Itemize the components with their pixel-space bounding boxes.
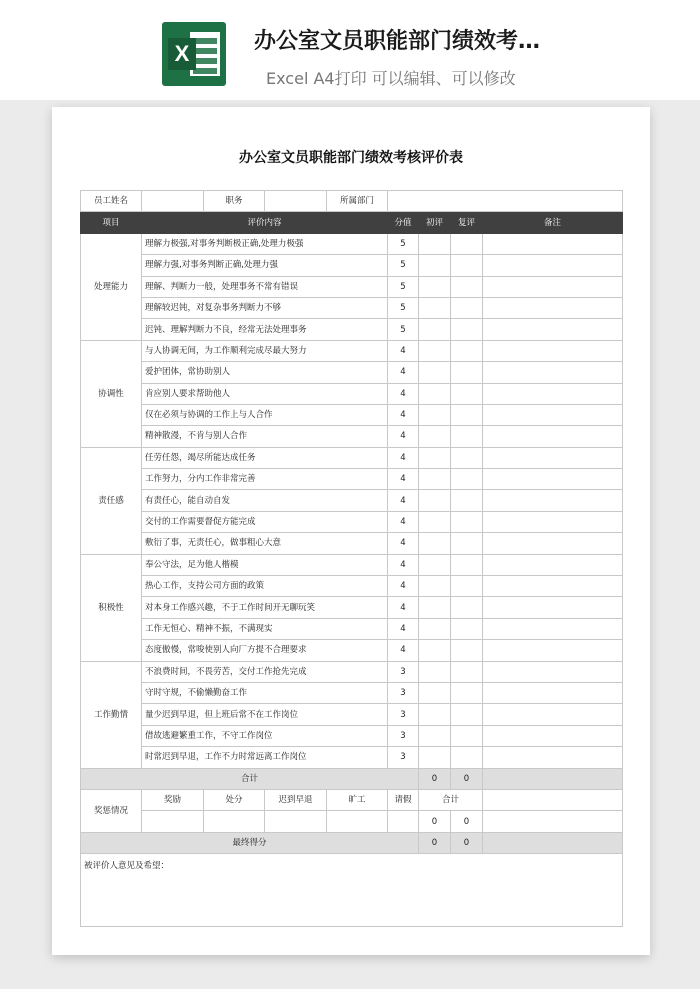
second-score-cell[interactable] [451,640,483,661]
document-page [52,107,650,955]
criteria-text: 守时守规，不偷懒勤奋工作 [142,682,388,703]
first-score-cell[interactable] [419,469,451,490]
header-row [81,212,623,233]
score-value: 5 [388,319,419,340]
score-value: 4 [388,490,419,511]
remark-cell[interactable] [483,725,623,746]
score-value: 5 [388,297,419,318]
rewards-column-label: 迟到早退 [265,789,327,810]
category-label: 工作勤情 [81,661,142,768]
final-score-label: 最终得分 [81,832,419,853]
criteria-text: 交付的工作需要督促方能完成 [142,511,388,532]
score-value: 4 [388,576,419,597]
remark-cell[interactable] [483,597,623,618]
criteria-text: 热心工作，支持公司方面的政策 [142,576,388,597]
first-score-cell[interactable] [419,447,451,468]
rewards-value-remark [483,811,623,832]
second-score-cell[interactable] [451,404,483,425]
remark-cell[interactable] [483,362,623,383]
second-score-cell[interactable] [451,682,483,703]
rewards-value-row [81,811,623,832]
criteria-row [81,747,623,768]
banner-title: 办公室文员职能部门绩效考… [254,29,541,54]
remark-cell[interactable] [483,255,623,276]
criteria-row [81,661,623,682]
final-score-row [81,832,623,853]
criteria-text: 借故逃避繁重工作，不守工作岗位 [142,725,388,746]
first-score-cell[interactable] [419,340,451,361]
criteria-text: 理解力极强,对事务判断极正确,处理力极强 [142,233,388,254]
first-score-cell[interactable] [419,533,451,554]
score-value: 5 [388,276,419,297]
name-label: 员工姓名 [81,191,142,212]
rewards-column-label: 奖励 [142,789,204,810]
criteria-text: 敷衍了事，无责任心，做事粗心大意 [142,533,388,554]
criteria-text: 与人协调无间，为工作顺利完成尽最大努力 [142,340,388,361]
first-score-cell[interactable] [419,554,451,575]
second-score-cell[interactable] [451,276,483,297]
criteria-text: 迟钝、理解判断力不良，经常无法处理事务 [142,319,388,340]
score-value: 4 [388,404,419,425]
second-score-cell[interactable] [451,319,483,340]
rewards-value-cell[interactable] [265,811,327,832]
final-remark [483,832,623,853]
criteria-row [81,233,623,254]
first-score-cell[interactable] [419,640,451,661]
subtotal-second: 0 [451,768,483,789]
remark-cell[interactable] [483,319,623,340]
excel-x-letter: X [168,38,196,70]
remark-cell[interactable] [483,340,623,361]
header-content: 评价内容 [142,212,388,233]
first-score-cell[interactable] [419,383,451,404]
criteria-text: 对本身工作感兴趣，不于工作时间开无聊玩笑 [142,597,388,618]
final-second: 0 [451,832,483,853]
score-value: 4 [388,618,419,639]
criteria-row [81,297,623,318]
subtotal-first: 0 [419,768,451,789]
first-score-cell[interactable] [419,255,451,276]
criteria-text: 时常迟到早退，工作不力时常远离工作岗位 [142,747,388,768]
second-score-cell[interactable] [451,597,483,618]
second-score-cell[interactable] [451,469,483,490]
remark-cell[interactable] [483,276,623,297]
rewards-value-cell[interactable] [204,811,265,832]
second-score-cell[interactable] [451,661,483,682]
dept-label: 所属部门 [327,191,388,212]
header-remark: 备注 [483,212,623,233]
remark-cell[interactable] [483,447,623,468]
first-score-cell[interactable] [419,725,451,746]
remark-cell[interactable] [483,747,623,768]
score-value: 4 [388,533,419,554]
rewards-total-second: 0 [451,811,483,832]
remark-cell[interactable] [483,426,623,447]
first-score-cell[interactable] [419,576,451,597]
banner-subtitle: Excel A4打印 可以编辑、可以修改 [266,69,516,88]
criteria-row [81,404,623,425]
top-banner [0,0,700,100]
second-score-cell[interactable] [451,533,483,554]
first-score-cell[interactable] [419,704,451,725]
remark-cell[interactable] [483,661,623,682]
score-value: 4 [388,469,419,490]
score-value: 3 [388,661,419,682]
category-label: 协调性 [81,340,142,447]
score-value: 4 [388,597,419,618]
criteria-text: 理解力强,对事务判断正确,处理力强 [142,255,388,276]
criteria-row [81,576,623,597]
remark-cell[interactable] [483,533,623,554]
score-value: 3 [388,704,419,725]
remark-cell[interactable] [483,618,623,639]
second-score-cell[interactable] [451,554,483,575]
first-score-cell[interactable] [419,297,451,318]
second-score-cell[interactable] [451,340,483,361]
first-score-cell[interactable] [419,404,451,425]
score-value: 5 [388,233,419,254]
score-value: 3 [388,725,419,746]
comment-field[interactable]: 被评价人意见及希望： [81,854,623,927]
final-first: 0 [419,832,451,853]
remark-cell[interactable] [483,469,623,490]
first-score-cell[interactable] [419,426,451,447]
score-value: 4 [388,447,419,468]
score-value: 4 [388,340,419,361]
criteria-text: 工作无恒心、精神不振，不满现实 [142,618,388,639]
remark-cell[interactable] [483,554,623,575]
rewards-remark [483,789,623,810]
criteria-row [81,362,623,383]
remark-cell[interactable] [483,383,623,404]
evaluation-table [80,190,623,927]
first-score-cell[interactable] [419,362,451,383]
first-score-cell[interactable] [419,682,451,703]
header-score: 分值 [388,212,419,233]
first-score-cell[interactable] [419,276,451,297]
second-score-cell[interactable] [451,447,483,468]
criteria-text: 工作努力，分内工作非常完善 [142,469,388,490]
second-score-cell[interactable] [451,511,483,532]
score-value: 4 [388,511,419,532]
second-score-cell[interactable] [451,576,483,597]
subtotal-label: 合计 [81,768,419,789]
first-score-cell[interactable] [419,747,451,768]
criteria-text: 不浪费时间，不畏劳苦，交付工作抢先完成 [142,661,388,682]
remark-cell[interactable] [483,490,623,511]
criteria-row [81,618,623,639]
second-score-cell[interactable] [451,297,483,318]
first-score-cell[interactable] [419,618,451,639]
second-score-cell[interactable] [451,704,483,725]
score-value: 4 [388,362,419,383]
comment-row [81,854,623,927]
second-score-cell[interactable] [451,725,483,746]
second-score-cell[interactable] [451,383,483,404]
subtotal-row [81,768,623,789]
first-score-cell[interactable] [419,233,451,254]
criteria-row [81,447,623,468]
criteria-row [81,276,623,297]
document-title: 办公室文员职能部门绩效考核评价表 [239,150,463,166]
criteria-text: 量少迟到早退，但上班后常不在工作岗位 [142,704,388,725]
criteria-text: 有责任心，能自动自发 [142,490,388,511]
criteria-text: 奉公守法，足为他人楷模 [142,554,388,575]
criteria-row [81,255,623,276]
score-value: 4 [388,640,419,661]
subtotal-remark [483,768,623,789]
criteria-row [81,704,623,725]
criteria-text: 理解、判断力一般，处理事务不常有错误 [142,276,388,297]
criteria-row [81,511,623,532]
remark-cell[interactable] [483,682,623,703]
employee-info-row [81,191,623,212]
position-field[interactable] [265,191,327,212]
criteria-row [81,319,623,340]
first-score-cell[interactable] [419,661,451,682]
first-score-cell[interactable] [419,511,451,532]
criteria-row [81,469,623,490]
second-score-cell[interactable] [451,747,483,768]
category-label: 责任感 [81,447,142,554]
remark-cell[interactable] [483,297,623,318]
first-score-cell[interactable] [419,319,451,340]
header-item: 项目 [81,212,142,233]
remark-cell[interactable] [483,704,623,725]
criteria-text: 任劳任怨，竭尽所能达成任务 [142,447,388,468]
rewards-label: 奖惩情况 [81,789,142,832]
rewards-column-label: 旷工 [327,789,388,810]
rewards-value-cell[interactable] [327,811,388,832]
category-label: 处理能力 [81,233,142,340]
score-value: 4 [388,554,419,575]
name-field[interactable] [142,191,204,212]
criteria-text: 态度傲慢，常唆使别人向厂方提不合理要求 [142,640,388,661]
second-score-cell[interactable] [451,255,483,276]
score-value: 5 [388,255,419,276]
header-first: 初评 [419,212,451,233]
excel-icon [162,22,226,86]
dept-field[interactable] [388,191,623,212]
second-score-cell[interactable] [451,233,483,254]
second-score-cell[interactable] [451,618,483,639]
remark-cell[interactable] [483,404,623,425]
rewards-column-label: 处分 [204,789,265,810]
second-score-cell[interactable] [451,426,483,447]
criteria-row [81,640,623,661]
score-value: 3 [388,682,419,703]
rewards-total-label: 合计 [419,789,483,810]
criteria-text: 理解较迟钝，对复杂事务判断力不够 [142,297,388,318]
rewards-value-cell[interactable] [142,811,204,832]
remark-cell[interactable] [483,576,623,597]
criteria-row [81,597,623,618]
remark-cell[interactable] [483,233,623,254]
rewards-column-label: 请假 [388,789,419,810]
criteria-text: 爱护团体，常协助别人 [142,362,388,383]
criteria-text: 肯应别人要求帮助他人 [142,383,388,404]
remark-cell[interactable] [483,640,623,661]
position-label: 职务 [204,191,265,212]
rewards-value-cell[interactable] [388,811,419,832]
criteria-row [81,682,623,703]
criteria-row [81,383,623,404]
category-label: 积极性 [81,554,142,661]
score-value: 4 [388,426,419,447]
score-value: 3 [388,747,419,768]
rewards-total-first: 0 [419,811,451,832]
criteria-row [81,725,623,746]
first-score-cell[interactable] [419,490,451,511]
second-score-cell[interactable] [451,490,483,511]
criteria-text: 仅在必须与协调的工作上与人合作 [142,404,388,425]
criteria-row [81,340,623,361]
score-value: 4 [388,383,419,404]
criteria-row [81,426,623,447]
criteria-text: 精神散漫，不肯与别人合作 [142,426,388,447]
remark-cell[interactable] [483,511,623,532]
second-score-cell[interactable] [451,362,483,383]
first-score-cell[interactable] [419,597,451,618]
header-second: 复评 [451,212,483,233]
criteria-row [81,554,623,575]
criteria-row [81,533,623,554]
criteria-row [81,490,623,511]
rewards-header-row [81,789,623,810]
